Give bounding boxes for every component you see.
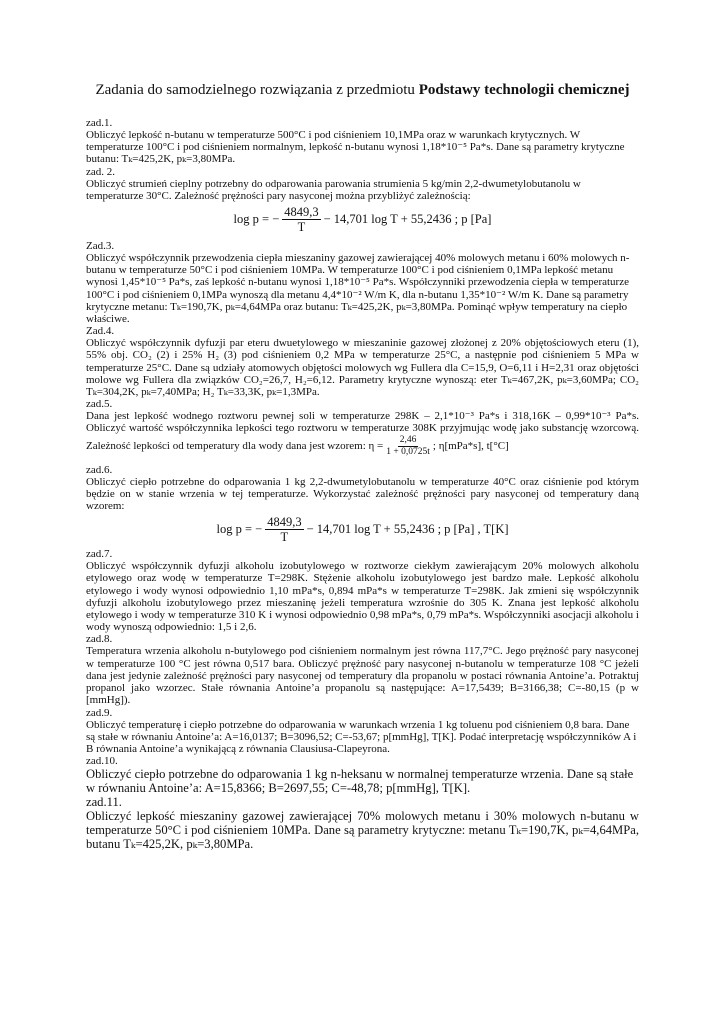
task-3 <box>86 240 639 325</box>
formula-rhs: − 14,701 log T + 55,2436 ; p [Pa] , T[K] <box>306 522 509 537</box>
task-1 <box>86 117 639 166</box>
task-text-body: Dana jest lepkość wodnego roztworu pewnej soli w temperaturze 298K – 2,1*10⁻³ Pa*s i 318,16K – 0,99*10⁻³ Pa*s. Obliczyć wartość współczynnika lepkości tego roztworu w temperaturze 308K przyjmując wodę jako substancję wzorcową. Zależność lepkości od temperatury dla wody dana jest wzorem: <box>86 410 639 452</box>
task-label: zad. 2. <box>86 165 116 178</box>
task-text: Temperatura wrzenia alkoholu n-butylowego pod ciśnieniem normalnym jest równa 117,7°C. Jego prężność pary nasyconej w temperaturze 100 °C jest równa 0,517 bara. Obliczyć prężność pary nasyconej n-butanolu w temperaturze 108 °C jeżeli dana jest jedynie zależność prężności pary nasyconej od temperatury dla propanolu w postaci równania Antoine’a. Potraktuj propanol jako wzorzec. Stałe równania Antoine’a propanolu są następujące: A=17,5439; B=3166,38; C=-80,15 (p w [mmHg]). <box>86 645 639 707</box>
task-label: Zad.3. <box>86 240 115 253</box>
task-text: Obliczyć temperaturę i ciepło potrzebne do odparowania w warunkach wrzenia 1 kg toluenu pod ciśnieniem 0,8 bara. Dane są stałe w równaniu Antoine’a: A=16,0137; B=3096,52; C=-53,67; p[mmHg], T[K]. Podać interpretację współczynników A i B równania Antoine’a wynikającą z równania Clausiusa-Clapeyrona. <box>86 718 637 755</box>
task-text: Obliczyć współczynnik dyfuzji par eteru dwuetylowego w mieszaninie gazowej złożonej z 20% objętościowych eteru (1), 55% obj. CO₂ (2) i 25% H₂ (3) pod ciśnieniem 0,2 MPa w temperaturze 25°C, a następnie pod ciśnieniem 5 MPa w temperaturze 25°C. Dane są udziały atomowych objętości molowych wg Fullera dla C=15,9, O=6,11 i H=2,31 oraz objętości molowe wg Fullera dla związków CO₂=26,7, H₂=6,12. Parametry krytyczne wynoszą: eter Tₖ=467,2K, pₖ=3,60MPa; CO₂ Tₖ=304,2K, pₖ=7,40MPa; H₂ Tₖ=33,3K, pₖ=1,3MPa. <box>86 337 639 399</box>
task-9 <box>86 707 639 756</box>
task-7 <box>86 548 639 633</box>
formula-lhs: η = <box>368 440 384 453</box>
document-page <box>86 82 639 851</box>
task-5 <box>86 398 639 457</box>
task-text: Obliczyć ciepło potrzebne do odparowania 1 kg n-heksanu w normalnej temperaturze wrzenia. Dane są stałe w równaniu Antoine’a: A=15,8366; B=2697,55; C=-48,78; p[mmHg], T[K]. <box>86 767 634 796</box>
task-10 <box>86 755 639 795</box>
title-prefix: Zadania do samodzielnego rozwiązania z przedmiotu <box>95 82 419 98</box>
formula-fraction <box>282 205 320 234</box>
task-label: zad.8. <box>86 633 113 646</box>
task-text <box>86 410 639 457</box>
task-11 <box>86 795 639 851</box>
formula-fraction <box>386 435 430 458</box>
formula-denominator: T <box>297 220 306 235</box>
task-label: zad.7. <box>86 548 113 561</box>
task-label: zad.1. <box>86 117 113 129</box>
task-label: zad.9. <box>86 706 113 719</box>
vapor-pressure-formula <box>86 205 639 234</box>
task-8 <box>86 633 639 706</box>
task-text: Obliczyć lepkość n-butanu w temperaturze 500°C i pod ciśnieniem 10,1MPa oraz w warunkach krytycznych. W temperaturze 100°C i pod ciśnieniem normalnym, lepkość n-butanu wynosi 1,18*10⁻⁵ Pa*s. Dane są parametry krytyczne butanu: Tₖ=425,2K, pₖ=3,80MPa. <box>86 129 625 166</box>
task-label: zad.11. <box>86 795 122 810</box>
formula-denominator: 1 + 0,0725t <box>386 446 430 457</box>
formula-lhs: log p = − <box>216 522 263 537</box>
task-label: zad.10. <box>86 755 118 768</box>
task-text: Obliczyć lepkość mieszaniny gazowej zawierającej 70% molowych metanu i 30% molowych n-butanu w temperaturze 50°C i pod ciśnieniem 10MPa. Dane są parametry krytyczne: metanu Tₖ=190,7K, pₖ=4,64MPa, butanu Tₖ=425,2K, pₖ=3,80MPa. <box>86 809 639 852</box>
formula-rhs: ; η[mPa*s], t[°C] <box>432 440 509 453</box>
formula-numerator: 4849,3 <box>284 205 319 220</box>
formula-denominator: T <box>280 530 289 545</box>
task-2 <box>86 166 639 234</box>
task-text: Obliczyć strumień cieplny potrzebny do odparowania parowania strumienia 5 kg/min 2,2-dwumetylobutanolu w temperaturze 30°C. Zależność prężności pary nasyconej można przybliżyć zależnością: <box>86 177 581 202</box>
page-title <box>86 82 639 99</box>
task-label: zad.6. <box>86 463 113 476</box>
task-6 <box>86 464 639 545</box>
task-label: Zad.4. <box>86 325 115 338</box>
formula-numerator: 4849,3 <box>267 515 302 530</box>
task-4 <box>86 325 639 398</box>
task-label: zad.5. <box>86 398 113 411</box>
task-text: Obliczyć współczynnik dyfuzji alkoholu izobutylowego w roztworze ciekłym zawierającym 20% molowych alkoholu etylowego oraz wodę w temperaturze T=298K. Stężenie alkoholu izobutylowego jest bardzo małe. Lepkość alkoholu etylowego i wody wynosi odpowiednio 1,10 mPa*s, 0,894 mPa*s w temperaturze T=298K. Jak zmieni się współczynnik dyfuzji alkoholu izobutylowego przez mieszaninę jeżeli temperatura wzrośnie do 305 K. Znana jest lepkość alkoholu etylowego i wody w temperaturze 310 K i wynosi odpowiednio 0,98 mPa*s, 0,79 mPa*s. Współczynniki asocjacji alkoholu i wody wynoszą odpowiednio: 1,5 i 2,6. <box>86 560 639 634</box>
formula-numerator: 2,46 <box>399 434 417 445</box>
title-subject: Podstawy technologii chemicznej <box>418 82 630 98</box>
vapor-pressure-formula <box>86 515 639 544</box>
viscosity-formula <box>369 435 509 458</box>
task-text: Obliczyć współczynnik przewodzenia ciepła mieszaniny gazowej zawierającej 40% molowych metanu i 60% molowych n-butanu w temperaturze 50°C i pod ciśnieniem 10MPa. W temperaturze 100°C i pod ciśnieniem 0,1MPa lepkość metanu wynosi 1,45*10⁻⁵ Pa*s, zaś lepkość n-butanu wynosi 1,18*10⁻⁵ Pa*s. Współczynniki przewodzenia ciepła w temperaturze 100°C i pod ciśnieniem 0,1MPa wynoszą dla metanu 4,4*10⁻² W/m K, dla n-butanu 1,35*10⁻² W/m K. Dane są parametry krytyczne metanu: Tₖ=190,7K, pₖ=4,64MPa oraz butanu: Tₖ=425,2K, pₖ=3,80MPa. Pominąć wpływ temperatury na ciepło właściwe. <box>86 252 630 326</box>
task-text: Obliczyć ciepło potrzebne do odparowania 1 kg 2,2-dwumetylobutanolu w temperaturze 40°C oraz ciśnienie pod którym będzie on w stanie wrzenia w tej temperaturze. Wykorzystać zależność prężności pary nasyconej od temperatury daną wzorem: <box>86 475 639 513</box>
formula-lhs: log p = − <box>233 212 280 227</box>
formula-fraction <box>265 515 303 544</box>
formula-rhs: − 14,701 log T + 55,2436 ; p [Pa] <box>323 212 492 227</box>
